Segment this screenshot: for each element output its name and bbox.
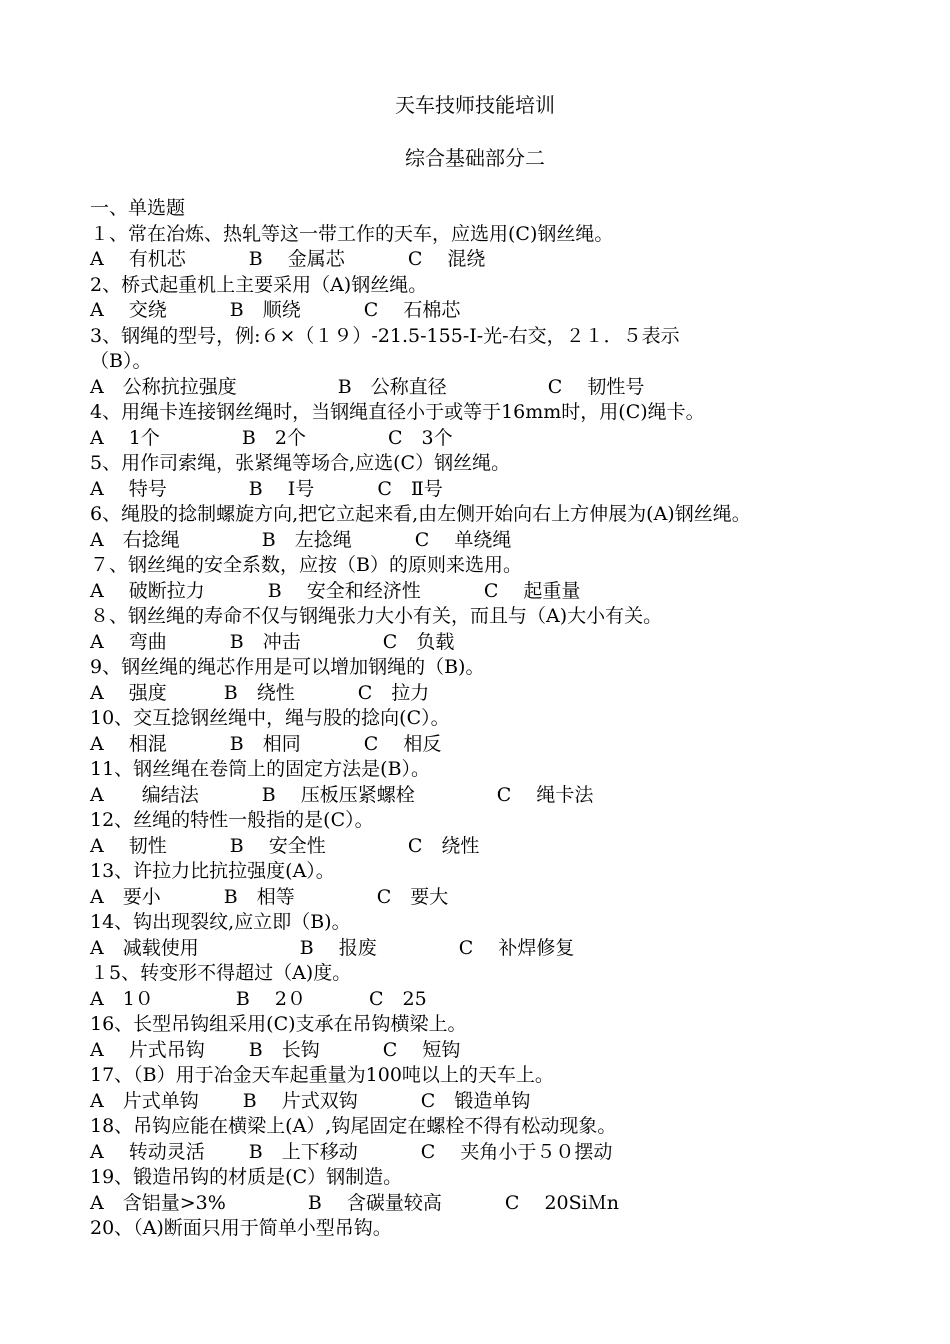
question-line: 20、（A)断面只用于简单小型吊钩。: [90, 1217, 392, 1239]
question-line: 3、钢绳的型号，例:６×（１９）-21.5-155-Ⅰ-光-右交，２１．５表示: [90, 325, 680, 347]
question-line: ８、钢丝绳的寿命不仅与钢绳张力大小有关，而且与（A)大小有关。: [90, 605, 663, 627]
options-line: A 强度 B 绕性 C 拉力: [90, 682, 430, 704]
options-line: A 编结法 B 压板压紧螺栓 C 绳卡法: [90, 784, 594, 806]
question-line: 12、丝绳的特性一般指的是(C）。: [90, 809, 374, 831]
question-line: 17、（B）用于冶金天车起重量为100吨以上的天车上。: [90, 1064, 554, 1086]
options-line: A 交绕 B 顺绕 C 石棉芯: [90, 299, 461, 321]
question-line: 5、用作司索绳，张紧绳等场合,应选(C）钢丝绳。: [90, 452, 511, 474]
options-line: A 公称抗拉强度 B 公称直径 C 韧性号: [90, 376, 645, 398]
document-title: 天车技师技能培训: [395, 93, 555, 117]
question-line: 19、锻造吊钩的材质是(C）钢制造。: [90, 1166, 403, 1188]
options-line: A 相混 B 相同 C 相反: [90, 733, 442, 755]
question-line: 2、桥式起重机上主要采用（A)钢丝绳。: [90, 274, 428, 296]
question-line: 13、许拉力比抗拉强度(A）。: [90, 860, 335, 882]
question-line: 14、钩出现裂纹,应立即（B)。: [90, 911, 351, 933]
question-line: １5、转变形不得超过（A)度。: [90, 962, 352, 984]
document-subtitle: 综合基础部分二: [405, 146, 545, 170]
options-line: A 右捻绳 B 左捻绳 C 单绕绳: [90, 529, 512, 551]
options-line: A 转动灵活 B 上下移动 C 夹角小于５０摆动: [90, 1141, 613, 1163]
options-line: A 1个 B 2个 C 3个: [90, 427, 453, 449]
question-line: 6、绳股的捻制螺旋方向,把它立起来看,由左侧开始向右上方伸展为(A)钢丝绳。: [90, 503, 751, 525]
question-line: 4、用绳卡连接钢丝绳时，当钢绳直径小于或等于16mm时，用(C)绳卡。: [90, 401, 705, 423]
question-line: 16、长型吊钩组采用(C)支承在吊钩横梁上。: [90, 1013, 467, 1035]
options-line: A 韧性 B 安全性 C 绕性: [90, 835, 480, 857]
question-line: 11、钢丝绳在卷筒上的固定方法是(B）。: [90, 758, 431, 780]
options-line: A 片式吊钩 B 长钩 C 短钩: [90, 1039, 461, 1061]
question-line: 10、交互捻钢丝绳中，绳与股的捻向(C）。: [90, 707, 450, 729]
options-line: A 破断拉力 B 安全和经济性 C 起重量: [90, 580, 581, 602]
question-line: 18、吊钩应能在横梁上(A）,钩尾固定在螺栓不得有松动现象。: [90, 1115, 617, 1137]
section-heading: 一、单选题: [90, 197, 186, 219]
options-line: A 片式单钩 B 片式双钩 C 锻造单钩: [90, 1090, 531, 1112]
options-line: A 1０ B 2０ C 25: [90, 988, 427, 1010]
question-line: １、常在冶炼、热轧等这一带工作的天车，应选用(C)钢丝绳。: [90, 223, 614, 245]
options-line: A 弯曲 B 冲击 C 负载: [90, 631, 455, 653]
options-line: A 减载使用 B 报废 C 补焊修复: [90, 937, 575, 959]
question-line-continued: （B）。: [90, 350, 152, 372]
options-line: A 特号 B Ⅰ号 C Ⅱ号: [90, 478, 443, 500]
question-line: ７、钢丝绳的安全系数，应按（B）的原则来选用。: [90, 554, 522, 576]
options-line: A 要小 B 相等 C 要大: [90, 886, 449, 908]
question-line: 9、钢丝绳的绳芯作用是可以增加钢绳的（B)。: [90, 656, 485, 678]
options-line: A 含铝量>3% B 含碳量较高 C 20SiＭn: [90, 1192, 619, 1214]
options-line: A 有机芯 B 金属芯 C 混绕: [90, 248, 486, 270]
